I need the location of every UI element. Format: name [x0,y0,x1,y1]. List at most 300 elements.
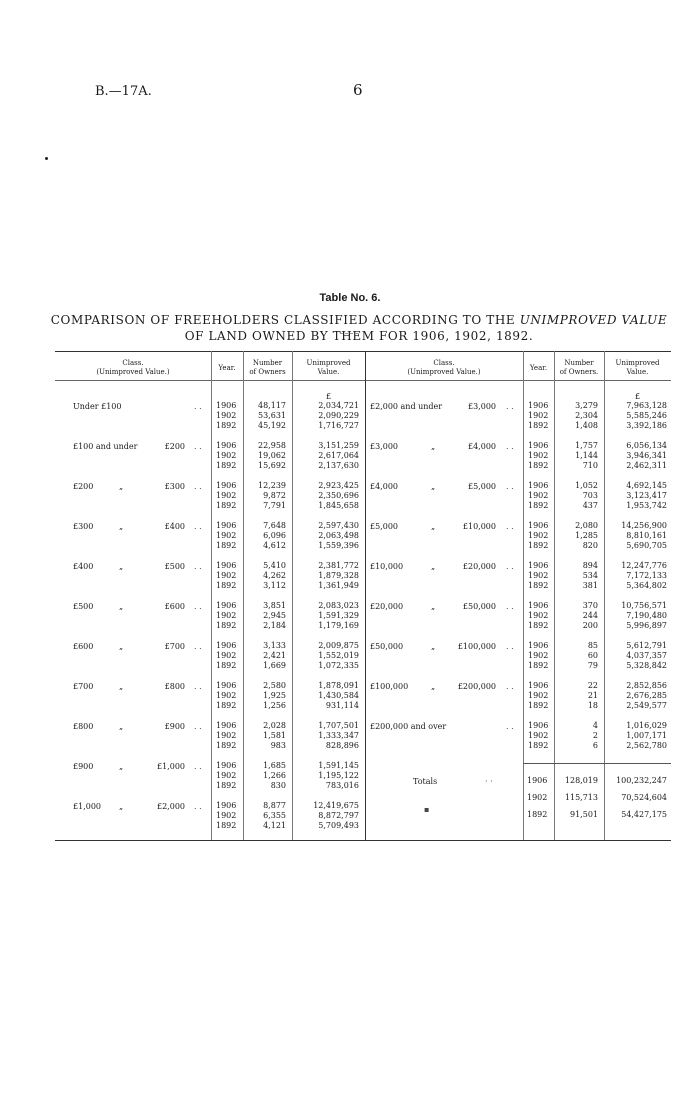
totals-years [527,772,547,823]
col-header-value-right [604,359,671,377]
class-to: £200 [164,442,185,451]
totals-year: 1906 [527,776,548,785]
value-column-cell: 2,009,875 [318,641,359,650]
year-column-cell: 1906 [528,481,549,490]
year-column-cell: 1892 [216,661,237,670]
owners-column-cell: 370 [582,601,598,610]
year-column-cell: 1906 [528,401,549,410]
class-ditto: „ [119,682,124,691]
year-column-cell: 1906 [216,641,237,650]
class-from: £200,000 and over [370,722,447,731]
totals-owners-value: 115,713 [564,793,598,802]
owners-column-cell: 3,133 [263,641,286,650]
value-column-cell: 1,845,658 [318,501,359,510]
year-column-cell: 1902 [216,571,237,580]
year-column-cell: 1906 [216,441,237,450]
table-bottom-rule [55,840,671,841]
year-column-cell: 1892 [216,701,237,710]
leader-dots: . . [194,522,202,531]
value-column [604,521,667,551]
year-column-cell: 1906 [216,761,237,770]
year-column-cell: 1902 [528,731,549,740]
value-column [292,601,359,631]
value-column [292,401,359,431]
owners-column-cell: 22 [587,681,598,690]
class-to: £800 [164,682,185,691]
owners-column-cell: 6,096 [263,531,286,540]
year-column-cell: 1892 [528,501,549,510]
year-column-cell: 1892 [528,421,549,430]
col-header-class-left [55,359,211,377]
year-column-cell: 1892 [528,461,549,470]
year-column-cell: 1892 [216,781,237,790]
class-from: £900 [73,762,94,771]
owners-column [243,761,286,791]
owners-column-cell: 4,262 [263,571,286,580]
value-column-cell: 2,549,577 [626,701,667,710]
class-to: £900 [164,722,185,731]
owners-column-cell: 79 [587,661,598,670]
year-column [528,401,548,431]
year-column-cell: 1892 [528,621,549,630]
owners-column [554,401,598,431]
year-column [528,681,548,711]
owners-column-cell: 2,080 [575,521,598,530]
leader-dots: . . [194,562,202,571]
value-column [292,681,359,711]
year-column-cell: 1906 [528,641,549,650]
value-column-cell: 5,364,802 [626,581,667,590]
leader-dots: . . [506,602,514,611]
page-number: 6 [353,81,363,99]
year-column-cell: 1902 [528,411,549,420]
owners-column-cell: 7,648 [263,521,286,530]
owners-column [243,721,286,751]
class-ditto: „ [119,802,124,811]
owners-column [554,681,598,711]
owners-column-cell: 200 [582,621,598,630]
value-column-cell: 1,333,347 [318,731,359,740]
col-header-text: of Owners [249,368,286,376]
value-column-cell: 5,585,246 [626,411,667,420]
owners-column-cell: 1,408 [575,421,598,430]
year-column-cell: 1906 [528,601,549,610]
page-header-ref: B.—17A. [95,84,152,99]
owners-column-cell: 1,144 [575,451,598,460]
leader-dots: . . [506,442,514,451]
title-line-1-main: COMPARISON OF FREEHOLDERS CLASSIFIED ACCORDING TO THE [50,313,520,327]
value-column-cell: 2,090,229 [318,411,359,420]
owners-column-cell: 22,958 [258,441,286,450]
year-column [216,521,236,551]
class-from: £50,000 [370,642,404,651]
value-column [604,721,667,751]
col-header-text: Class. [433,359,455,367]
totals-values [604,772,667,823]
leader-dots: . . [194,722,202,731]
year-column-cell: 1906 [216,801,237,810]
owners-column-cell: 4,612 [263,541,286,550]
owners-column-cell: 21 [587,691,598,700]
owners-column-cell: 437 [582,501,598,510]
col-header-owners-left [243,359,292,377]
year-column-cell: 1902 [216,651,237,660]
year-column [528,641,548,671]
owners-column-cell: 894 [582,561,598,570]
class-from: £20,000 [370,602,404,611]
class-to: £400 [164,522,185,531]
year-column-cell: 1892 [528,661,549,670]
value-column-cell: 1,879,328 [318,571,359,580]
class-ditto: „ [119,602,124,611]
value-column-cell: 1,195,122 [318,771,359,780]
ink-dot [45,157,48,160]
year-column [528,721,548,751]
year-column-cell: 1892 [216,741,237,750]
class-ditto: „ [431,682,436,691]
value-column-cell: 7,172,133 [626,571,667,580]
class-from: £2,000 and under [370,402,443,411]
value-column-cell: 1,707,501 [318,721,359,730]
owners-column-cell: 3,851 [263,601,286,610]
col-header-text: Number [564,359,594,367]
owners-column-cell: 85 [587,641,598,650]
year-column [216,441,236,471]
class-ditto: „ [119,722,124,731]
owners-column-cell: 45,192 [258,421,286,430]
value-column-cell: 1,878,091 [318,681,359,690]
leader-dots: . . [506,642,514,651]
owners-column-cell: 8,877 [263,801,286,810]
owners-column [554,721,598,751]
leader-dots: . . [194,642,202,651]
col-divider [523,351,524,840]
owners-column-cell: 60 [587,651,598,660]
stray-mark: ▪ [424,805,430,814]
leader-dots: . . [194,682,202,691]
value-column-cell: 1,591,329 [318,611,359,620]
owners-column [243,681,286,711]
year-column-cell: 1892 [528,741,549,750]
owners-column [243,481,286,511]
year-column-cell: 1902 [528,451,549,460]
leader-dots: . . [194,442,202,451]
class-to: £1,000 [157,762,185,771]
owners-column-cell: 703 [582,491,598,500]
col-header-text: (Unimproved Value.) [96,368,170,376]
value-column-cell: 2,852,856 [626,681,667,690]
leader-dots: . . [194,762,202,771]
value-column [604,561,667,591]
leader-dots: . . [506,722,514,731]
value-column-cell: 783,016 [325,781,359,790]
class-from: £200 [73,482,94,491]
totals-owners [554,772,598,823]
class-ditto: „ [431,482,436,491]
owners-column-cell: 1,757 [575,441,598,450]
class-from: £700 [73,682,94,691]
owners-column-cell: 983 [270,741,286,750]
year-column-cell: 1902 [216,811,237,820]
owners-column-cell: 1,285 [575,531,598,540]
class-from: Under £100 [73,402,122,411]
year-column-cell: 1892 [528,541,549,550]
owners-column [554,601,598,631]
year-column [528,601,548,631]
totals-leader: · · [485,777,493,786]
col-header-text: Unimproved [615,359,660,367]
value-column-cell: 2,381,772 [318,561,359,570]
year-column-cell: 1892 [216,581,237,590]
year-column-cell: 1906 [528,441,549,450]
value-column-cell: 2,137,630 [318,461,359,470]
year-column [216,561,236,591]
owners-column-cell: 710 [582,461,598,470]
class-from: £600 [73,642,94,651]
year-column [528,521,548,551]
owners-column [243,801,286,831]
year-column-cell: 1902 [216,691,237,700]
value-column [604,401,667,431]
class-from: £100,000 [370,682,409,691]
owners-column-cell: 4 [592,721,598,730]
class-from: £10,000 [370,562,404,571]
class-from: £300 [73,522,94,531]
owners-column-cell: 1,669 [263,661,286,670]
year-column-cell: 1906 [528,561,549,570]
value-column-cell: 4,692,145 [626,481,667,490]
value-column [292,441,359,471]
totals-year: 1902 [527,793,548,802]
year-column-cell: 1892 [216,421,237,430]
col-header-text: Unimproved [306,359,351,367]
col-header-text: Value. [317,368,340,376]
year-column [216,601,236,631]
value-column [292,721,359,751]
year-column-cell: 1892 [216,501,237,510]
year-column-cell: 1892 [528,701,549,710]
leader-dots: . . [506,562,514,571]
class-ditto: „ [431,522,436,531]
year-column-cell: 1902 [216,771,237,780]
value-column-cell: 3,151,259 [318,441,359,450]
value-column-cell: 5,690,705 [626,541,667,550]
value-column-cell: 6,056,134 [626,441,667,450]
year-column-cell: 1906 [216,681,237,690]
owners-column-cell: 2,028 [263,721,286,730]
value-column-cell: 2,923,425 [318,481,359,490]
col-header-value-left [292,359,365,377]
value-column [604,641,667,671]
table-title-line-2: OF LAND OWNED BY THEM FOR 1906, 1902, 1892. [184,329,534,343]
year-column [216,721,236,751]
owners-column-cell: 3,112 [263,581,286,590]
owners-column-cell: 830 [270,781,286,790]
class-to: £3,000 [468,402,496,411]
table-top-rule [55,351,671,352]
leader-dots: . . [506,682,514,691]
class-from: £800 [73,722,94,731]
totals-unimproved-value: 54,427,175 [621,810,667,819]
leader-dots: . . [506,402,514,411]
class-to: £4,000 [468,442,496,451]
class-to: £200,000 [457,682,496,691]
year-column-cell: 1906 [216,481,237,490]
value-column-cell: 1,016,029 [626,721,667,730]
class-ditto: „ [119,762,124,771]
value-column-cell: 7,190,480 [626,611,667,620]
owners-column-cell: 19,062 [258,451,286,460]
class-to: £2,000 [157,802,185,811]
year-column [216,401,236,431]
year-column-cell: 1906 [216,401,237,410]
owners-column-cell: 2 [592,731,598,740]
class-from: £500 [73,602,94,611]
owners-column-cell: 2,304 [575,411,598,420]
owners-column-cell: 1,685 [263,761,286,770]
value-column [604,481,667,511]
currency-unit-right: £ [634,392,641,401]
owners-column-cell: 9,872 [263,491,286,500]
value-column-cell: 1,179,169 [318,621,359,630]
year-column-cell: 1902 [528,491,549,500]
value-column-cell: 7,963,128 [626,401,667,410]
value-column-cell: 2,676,285 [626,691,667,700]
value-column [292,761,359,791]
value-column [292,641,359,671]
value-column-cell: 5,996,897 [626,621,667,630]
leader-dots: . . [506,482,514,491]
totals-unimproved-value: 70,524,604 [621,793,667,802]
col-header-text: of Owners. [559,368,599,376]
title-line-1-italic: UNIMPROVED VALUE [519,313,668,327]
value-column [292,561,359,591]
value-column-cell: 1,559,396 [318,541,359,550]
year-column-cell: 1892 [216,821,237,830]
col-header-owners-right [554,359,604,377]
col-header-year-left: Year. [218,364,236,372]
leader-dots: . . [506,522,514,531]
owners-column-cell: 3,279 [575,401,598,410]
value-column-cell: 2,562,780 [626,741,667,750]
owners-column-cell: 7,791 [263,501,286,510]
class-ditto: „ [431,642,436,651]
col-header-class-right [365,359,523,377]
col-header-text: Number [252,359,283,367]
year-column-cell: 1906 [216,721,237,730]
class-to: £50,000 [462,602,496,611]
owners-column-cell: 1,256 [263,701,286,710]
year-column-cell: 1892 [216,541,237,550]
owners-column-cell: 12,239 [258,481,286,490]
owners-column-cell: 2,580 [263,681,286,690]
col-divider [365,351,366,840]
year-column [216,761,236,791]
year-column-cell: 1902 [216,451,237,460]
value-column-cell: 5,328,842 [626,661,667,670]
class-from: £3,000 [370,442,398,451]
year-column-cell: 1906 [216,521,237,530]
value-column-cell: 828,896 [325,741,359,750]
owners-column-cell: 4,121 [263,821,286,830]
value-column-cell: 1,716,727 [318,421,359,430]
year-column [528,441,548,471]
value-column-cell: 1,430,584 [318,691,359,700]
value-column-cell: 2,597,430 [318,521,359,530]
owners-column-cell: 48,117 [258,401,286,410]
owners-column-cell: 1,266 [263,771,286,780]
value-column-cell: 4,037,357 [626,651,667,660]
year-column-cell: 1902 [528,531,549,540]
value-column-cell: 1,072,335 [318,661,359,670]
class-from: £5,000 [370,522,398,531]
class-to: £700 [164,642,185,651]
class-ditto: „ [119,562,124,571]
owners-column-cell: 1,052 [575,481,598,490]
year-column-cell: 1902 [528,691,549,700]
value-column [604,681,667,711]
value-column-cell: 3,123,417 [626,491,667,500]
class-from: £1,000 [73,802,101,811]
header-bottom-rule [55,380,671,381]
owners-column [554,561,598,591]
year-column-cell: 1906 [528,521,549,530]
year-column-cell: 1906 [528,721,549,730]
year-column-cell: 1902 [216,491,237,500]
value-column-cell: 1,953,742 [626,501,667,510]
value-column-cell: 2,462,311 [626,461,667,470]
leader-dots: . . [194,402,202,411]
owners-column-cell: 53,631 [258,411,286,420]
owners-column-cell: 18 [587,701,598,710]
col-header-year-right: Year. [529,364,548,372]
owners-column-cell: 5,410 [263,561,286,570]
year-column [528,481,548,511]
class-to: £600 [164,602,185,611]
col-header-text: (Unimproved Value.) [407,368,481,376]
owners-column-cell: 244 [582,611,598,620]
currency-unit-left: £ [325,392,332,401]
value-column-cell: 12,419,675 [313,801,359,810]
totals-owners-value: 128,019 [564,776,598,785]
year-column-cell: 1906 [216,561,237,570]
value-column-cell: 8,810,161 [626,531,667,540]
value-column-cell: 8,872,797 [318,811,359,820]
value-column-cell: 12,247,776 [621,561,667,570]
owners-column-cell: 6 [592,741,598,750]
owners-column [243,601,286,631]
class-ditto: „ [119,522,124,531]
value-column-cell: 2,350,696 [318,491,359,500]
table-number: Table No. 6. [319,292,381,304]
owners-column-cell: 2,945 [263,611,286,620]
year-column-cell: 1892 [528,581,549,590]
owners-column [554,481,598,511]
year-column-cell: 1902 [216,531,237,540]
col-divider [211,351,212,840]
year-column-cell: 1892 [216,621,237,630]
class-ditto: „ [431,442,436,451]
owners-column-cell: 1,581 [263,731,286,740]
owners-column-cell: 6,355 [263,811,286,820]
value-column [292,481,359,511]
owners-column-cell: 2,184 [263,621,286,630]
leader-dots: . . [194,602,202,611]
value-column [604,601,667,631]
leader-dots: . . [194,482,202,491]
owners-column [554,641,598,671]
totals-owners-value: 91,501 [570,810,598,819]
